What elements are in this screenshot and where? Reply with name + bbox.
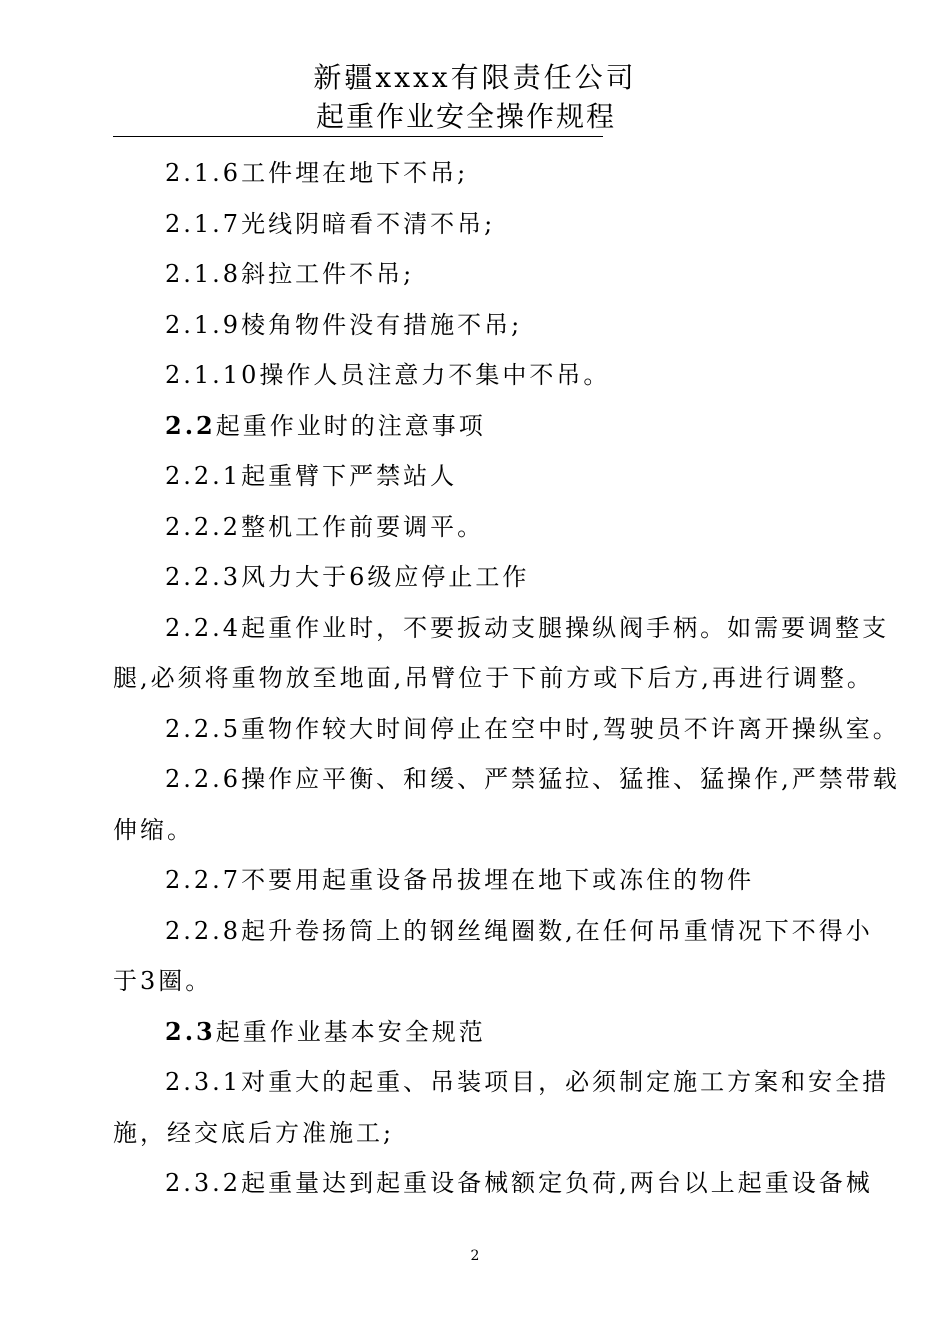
clause-continuation xyxy=(113,653,874,704)
clause-text: 对重大的起重、吊装项目，必须制定施工方案和安全措 xyxy=(241,1068,890,1096)
clause-text: 起重臂下严禁站人 xyxy=(241,462,458,490)
clause-number: 2.3.2 xyxy=(165,1169,242,1197)
clause-line xyxy=(113,704,900,755)
clause-continuation xyxy=(113,956,853,1007)
clause-number: 2.2.3 xyxy=(165,563,242,591)
clause-line xyxy=(113,1057,890,1108)
clause-text: 棱角物件没有措施不吊; xyxy=(241,310,523,339)
section-number: 2.3 xyxy=(165,1016,216,1046)
section-heading xyxy=(113,1007,853,1058)
clause-number: 2.2.5 xyxy=(165,714,242,743)
clause-text: 工件埋在地下不吊; xyxy=(241,159,469,187)
clause-number: 2.2.1 xyxy=(165,462,242,490)
clause-number: 2.3.1 xyxy=(165,1068,242,1096)
clause-continuation xyxy=(113,805,853,856)
clause-text: 风力大于6级应停止工作 xyxy=(241,563,530,591)
clause-number: 2.1.8 xyxy=(165,260,242,288)
clause-line xyxy=(113,451,853,502)
clause-text: 整机工作前要调平。 xyxy=(241,512,485,541)
clause-line xyxy=(113,552,853,603)
section-number: 2.2 xyxy=(165,410,216,440)
clause-line xyxy=(113,350,853,401)
clause-text: 施，经交底后方准施工; xyxy=(113,1118,395,1147)
clause-text: 操作人员注意力不集中不吊。 xyxy=(259,361,611,389)
clause-number: 2.1.7 xyxy=(165,209,242,238)
clause-line xyxy=(113,855,853,906)
page-number: 2 xyxy=(470,1248,480,1264)
section-title: 起重作业基本安全规范 xyxy=(215,1017,486,1046)
clause-number: 2.1.6 xyxy=(165,159,242,187)
clause-text: 操作应平衡、和缓、严禁猛拉、猛推、猛操作,严禁带载 xyxy=(241,765,900,793)
title-row xyxy=(0,98,950,138)
clause-line xyxy=(113,502,853,553)
clause-text: 光线阴暗看不清不吊; xyxy=(241,209,496,238)
section-title: 起重作业时的注意事项 xyxy=(215,411,486,440)
document-header xyxy=(0,58,950,138)
clause-text: 起重量达到起重设备械额定负荷,两台以上起重设备械 xyxy=(241,1169,873,1197)
header-rule xyxy=(113,136,603,137)
clause-line xyxy=(113,603,890,654)
clause-line xyxy=(113,300,853,351)
clause-line xyxy=(113,754,900,805)
document-body xyxy=(113,148,900,1209)
company-name: 新疆xxxx有限责任公司 xyxy=(313,61,637,94)
clause-number: 2.2.7 xyxy=(165,866,242,894)
clause-number: 2.1.9 xyxy=(165,310,242,339)
clause-text: 腿,必须将重物放至地面,吊臂位于下前方或下后方,再进行调整。 xyxy=(113,664,874,692)
clause-text: 起升卷扬筒上的钢丝绳圈数,在任何吊重情况下不得小 xyxy=(241,916,873,945)
clause-text: 于3圈。 xyxy=(113,967,213,995)
section-heading xyxy=(113,401,853,452)
clause-text: 重物作较大时间停止在空中时,驾驶员不许离开操纵室。 xyxy=(241,714,900,743)
clause-number: 2.2.6 xyxy=(165,765,242,793)
document-title: 起重作业安全操作规程 xyxy=(316,100,617,133)
clause-line xyxy=(113,1158,873,1209)
clause-number: 2.1.10 xyxy=(165,361,260,389)
clause-text: 斜拉工件不吊; xyxy=(241,260,415,288)
clause-line xyxy=(113,148,853,199)
clause-line xyxy=(113,249,853,300)
clause-line xyxy=(113,199,853,250)
clause-continuation xyxy=(113,1108,853,1159)
clause-line xyxy=(113,906,873,957)
clause-text: 伸缩。 xyxy=(113,815,194,844)
clause-number: 2.2.4 xyxy=(165,613,242,642)
clause-number: 2.2.2 xyxy=(165,512,242,541)
clause-text: 起重作业时，不要扳动支腿操纵阀手柄。如需要调整支 xyxy=(241,613,890,642)
clause-text: 不要用起重设备吊拔埋在地下或冻住的物件 xyxy=(241,866,755,894)
clause-number: 2.2.8 xyxy=(165,916,242,945)
